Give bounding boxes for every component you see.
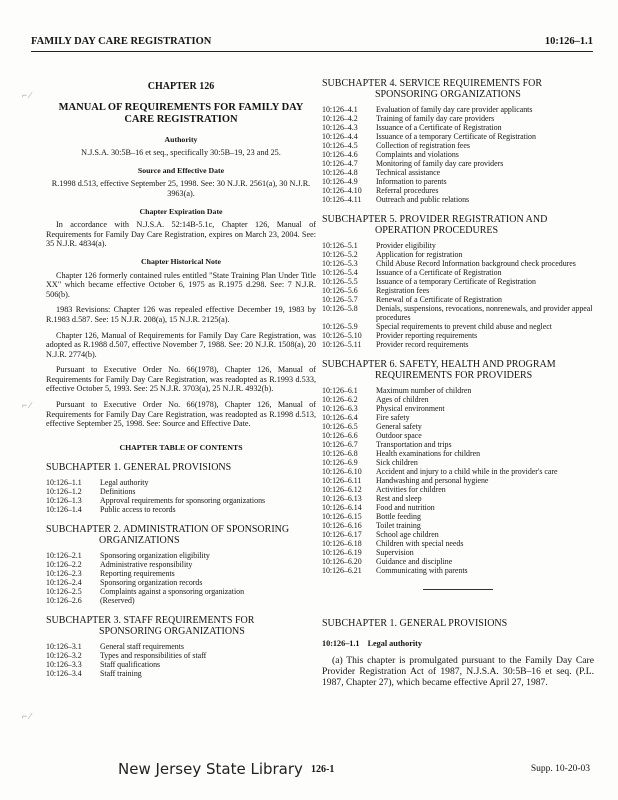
toc-row — [322, 413, 594, 422]
section-divider — [423, 589, 493, 590]
toc-row — [322, 431, 594, 440]
toc-section-title: Legal authority — [100, 478, 149, 488]
authority-text: N.J.S.A. 30:5B–16 et seq., specifically 30:5B–19, 23 and 25. — [81, 148, 281, 158]
toc-section-number: 10:126–2.3 — [46, 569, 82, 579]
toc-section-number: 10:126–4.10 — [322, 186, 362, 195]
toc-row — [46, 578, 316, 587]
toc-row — [322, 132, 594, 141]
source-text: R.1998 d.513, effective September 25, 1998. See: 30 N.J.R. 2561(a), 30 N.J.R. 3963(a). — [51, 179, 311, 198]
toc-table — [322, 105, 594, 204]
toc-row — [322, 404, 594, 413]
toc-section-title: Toilet training — [376, 521, 421, 530]
toc-section-title: Rest and sleep — [376, 494, 422, 503]
toc-row — [322, 268, 594, 277]
toc-row — [46, 660, 316, 669]
toc-row — [46, 596, 316, 605]
toc-section-number: 10:126–4.1 — [322, 105, 358, 114]
subchapter-3-title: SUBCHAPTER 3. STAFF REQUIREMENTS FOR SPONSORING ORGANIZATIONS — [46, 615, 255, 638]
section-heading — [322, 639, 594, 649]
toc-row — [322, 277, 594, 286]
toc-section-title: School age children — [376, 530, 439, 539]
toc-section-title: Technical assistance — [376, 168, 441, 177]
toc-section-number: 10:126–4.5 — [322, 141, 358, 150]
subchapter-1-title: SUBCHAPTER 1. GENERAL PROVISIONS — [46, 462, 232, 474]
toc-row — [46, 651, 316, 660]
toc-table — [46, 642, 316, 678]
toc-row — [46, 560, 316, 569]
toc-section-title: Registration fees — [376, 286, 430, 295]
toc-section-number: 10:126–6.6 — [322, 431, 358, 440]
toc-section-title: Bottle feeding — [376, 512, 421, 521]
toc-section-title: Types and responsibilities of staff — [100, 651, 207, 661]
toc-section-number: 10:126–5.2 — [322, 250, 358, 259]
toc-section-number: 10:126–6.8 — [322, 449, 358, 458]
toc-row — [46, 496, 316, 505]
toc-section-number: 10:126–3.1 — [46, 642, 82, 652]
toc-row — [46, 505, 316, 514]
toc-section-title: Issuance of a temporary Certificate of Registration — [376, 132, 536, 141]
toc-section-number: 10:126–6.12 — [322, 485, 362, 494]
history-paragraph: Chapter 126 formerly contained rules entitled "State Training Plan Under Title XX" which became effective October 6, 1975 as R.1975 d.298. See: 7 N.J.R. 506(b). — [46, 270, 316, 299]
toc-section-title: (Reserved) — [100, 596, 135, 606]
toc-section-title: Renewal of a Certificate of Registration — [376, 295, 502, 304]
toc-section-number: 10:126–6.20 — [322, 557, 362, 566]
margin-mark: ⌐ ∕ — [22, 711, 31, 721]
toc-row — [322, 286, 594, 295]
toc-section-title: Provider reporting requirements — [376, 331, 478, 340]
toc-section-title: Activities for children — [376, 485, 446, 494]
toc-row — [322, 340, 594, 349]
toc-section-title: Ages of children — [376, 395, 429, 404]
header-title: FAMILY DAY CARE REGISTRATION — [31, 36, 212, 47]
toc-section-title: Transportation and trips — [376, 440, 452, 449]
toc-row — [322, 295, 594, 304]
header-citation: 10:126–1.1 — [544, 36, 593, 47]
toc-row — [322, 449, 594, 458]
toc-section-title: Sponsoring organization eligibility — [100, 551, 210, 561]
toc-row — [46, 669, 316, 678]
subchapter-6-title: SUBCHAPTER 6. SAFETY, HEALTH AND PROGRAM REQUIREMENTS FOR PROVIDERS — [322, 359, 556, 381]
toc-section-number: 10:126–4.11 — [322, 195, 362, 204]
toc-section-title: Communicating with parents — [376, 566, 468, 575]
toc-section-number: 10:126–6.7 — [322, 440, 358, 449]
toc-section-title: Food and nutrition — [376, 503, 435, 512]
toc-section-title: Application for registration — [376, 250, 463, 259]
toc-section-number: 10:126–2.5 — [46, 587, 82, 597]
toc-row — [322, 530, 594, 539]
toc-section-number: 10:126–4.7 — [322, 159, 358, 168]
toc-section-number: 10:126–6.16 — [322, 521, 362, 530]
toc-section-number: 10:126–6.10 — [322, 467, 362, 476]
toc-section-title: Referral procedures — [376, 186, 439, 195]
toc-row — [322, 259, 594, 268]
toc-row — [322, 512, 594, 521]
toc-section-number: 10:126–4.6 — [322, 150, 358, 159]
history-paragraph: Chapter 126, Manual of Requirements for Family Day Care Registration, was adopted as R.1988 d.507, effective November 7, 1988. See: 20 N.J.R. 1508(a), 20 N.J.R. 2774(b). — [46, 330, 316, 359]
toc-section-number: 10:126–6.4 — [322, 413, 358, 422]
toc-row — [322, 159, 594, 168]
toc-section-title: Supervision — [376, 548, 414, 557]
toc-row — [322, 476, 594, 485]
toc-row — [46, 478, 316, 487]
toc-section-number: 10:126–5.4 — [322, 268, 358, 277]
toc-section-number: 10:126–6.18 — [322, 539, 362, 548]
toc-section-number: 10:126–5.10 — [322, 331, 362, 340]
toc-section-title: Information to parents — [376, 177, 447, 186]
header-rule — [31, 51, 593, 52]
toc-row — [322, 168, 594, 177]
toc-section-number: 10:126–6.17 — [322, 530, 362, 539]
toc-section-title: Children with special needs — [376, 539, 464, 548]
toc-section-title: Definitions — [100, 487, 136, 497]
toc-section-number: 10:126–6.2 — [322, 395, 358, 404]
expiration-heading: Chapter Expiration Date — [139, 206, 223, 216]
history-paragraph: Pursuant to Executive Order No. 66(1978), Chapter 126, Manual of Requirements for Family Day Care Registration, was readopted as R.1993 d.533, effective October 5, 1993. See: 25 N.J.R. 3703(a), 25 N.J.R. 4932(b). — [46, 365, 316, 394]
page-number: 126-1 — [311, 764, 335, 775]
toc-row — [322, 123, 594, 132]
toc-row — [322, 114, 594, 123]
toc-section-number: 10:126–2.6 — [46, 596, 82, 606]
toc-row — [322, 440, 594, 449]
toc-section-number: 10:126–3.4 — [46, 669, 82, 679]
toc-section-title: Outreach and public relations — [376, 195, 470, 204]
footer — [0, 760, 618, 780]
toc-row — [46, 487, 316, 496]
toc-section-number: 10:126–6.3 — [322, 404, 358, 413]
toc-row — [322, 241, 594, 250]
toc-section-number: 10:126–1.2 — [46, 487, 82, 497]
toc-section-number: 10:126–5.8 — [322, 304, 358, 313]
toc-section-title: Maximum number of children — [376, 386, 472, 395]
history-paragraph: Pursuant to Executive Order No. 66(1978), Chapter 126, Manual of Requirements for Family Day Care Registration, was readopted as R.1998 d.513, effective September 25, 1998. See: Source and Effective Date. — [46, 400, 316, 429]
toc-section-number: 10:126–3.2 — [46, 651, 82, 661]
toc-row — [322, 395, 594, 404]
toc-section-number: 10:126–5.7 — [322, 295, 358, 304]
toc-row — [322, 422, 594, 431]
toc-section-title: Physical environment — [376, 404, 445, 413]
toc-section-title: Staff training — [100, 669, 142, 679]
toc-table — [46, 551, 316, 605]
toc-row — [46, 551, 316, 560]
toc-row — [322, 195, 594, 204]
toc-section-number: 10:126–1.1 — [46, 478, 82, 488]
toc-row — [46, 587, 316, 596]
toc-section-title: Public access to records — [100, 505, 176, 515]
toc-section-title: Special requirements to prevent child abuse and neglect — [376, 322, 552, 331]
toc-section-title: Collection of registration fees — [376, 141, 471, 150]
toc-section-number: 10:126–5.6 — [322, 286, 358, 295]
toc-section-title: Training of family day care providers — [376, 114, 495, 123]
toc-section-number: 10:126–5.3 — [322, 259, 358, 268]
expiration-text: In accordance with N.J.S.A. 52:14B-5.1c, Chapter 126, Manual of Requirements for Family Day Care Registration, expires on March 23, 2004. See: 35 N.J.R. 4834(a). — [46, 220, 316, 249]
toc-row — [322, 186, 594, 195]
section-number: 10:126–1.1 — [322, 639, 360, 648]
toc-row — [322, 105, 594, 114]
toc-section-number: 10:126–5.11 — [322, 340, 362, 349]
toc-section-title: Child Abuse Record Information background check procedures — [376, 259, 576, 268]
toc-section-number: 10:126–4.8 — [322, 168, 358, 177]
toc-section-number: 10:126–4.2 — [322, 114, 358, 123]
toc-section-number: 10:126–2.2 — [46, 560, 82, 570]
toc-row — [322, 548, 594, 557]
toc-section-number: 10:126–6.1 — [322, 386, 358, 395]
source-heading: Source and Effective Date — [137, 165, 225, 175]
toc-section-title: Accident and injury to a child while in the provider's care — [376, 467, 558, 476]
history-paragraph: 1983 Revisions: Chapter 126 was repealed effective December 19, 1983 by R.1983 d.587. See: 15 N.J.R. 208(a), 15 N.J.R. 2125(a). — [46, 305, 316, 324]
toc-section-title: Monitoring of family day care providers — [376, 159, 504, 168]
toc-section-title: General staff requirements — [100, 642, 184, 652]
toc-section-number: 10:126–6.19 — [322, 548, 362, 557]
toc-section-number: 10:126–1.4 — [46, 505, 82, 515]
toc-section-title: Approval requirements for sponsoring organizations — [100, 496, 266, 506]
toc-section-title: Staff qualifications — [100, 660, 161, 670]
toc-section-title: Complaints against a sponsoring organization — [100, 587, 245, 597]
toc-row — [322, 503, 594, 512]
toc-row — [322, 304, 594, 322]
toc-section-title: Sick children — [376, 458, 418, 467]
toc-row — [322, 150, 594, 159]
toc-table — [322, 386, 594, 575]
toc-section-number: 10:126–6.15 — [322, 512, 362, 521]
toc-section-number: 10:126–6.21 — [322, 566, 362, 575]
toc-table — [322, 241, 594, 349]
toc-section-title: Guidance and discipline — [376, 557, 453, 566]
toc-section-number: 10:126–6.9 — [322, 458, 358, 467]
toc-row — [322, 494, 594, 503]
toc-row — [322, 250, 594, 259]
margin-mark: ⌐ ∕ — [22, 400, 31, 410]
toc-section-number: 10:126–1.3 — [46, 496, 82, 506]
body-subchapter-title: SUBCHAPTER 1. GENERAL PROVISIONS — [322, 618, 508, 629]
chapter-title: MANUAL OF REQUIREMENTS FOR FAMILY DAY CARE REGISTRATION — [58, 101, 304, 125]
toc-section-title: Fire safety — [376, 413, 410, 422]
left-column — [46, 78, 316, 678]
toc-section-title: Provider eligibility — [376, 241, 436, 250]
toc-section-title: Issuance of a temporary Certificate of Registration — [376, 277, 536, 286]
toc-row — [46, 569, 316, 578]
toc-row — [322, 386, 594, 395]
chapter-number: CHAPTER 126 — [147, 81, 215, 92]
toc-section-title: Sponsoring organization records — [100, 578, 203, 588]
authority-heading: Authority — [164, 134, 198, 144]
toc-row — [322, 458, 594, 467]
toc-section-title: Complaints and violations — [376, 150, 459, 159]
toc-section-number: 10:126–4.4 — [322, 132, 358, 141]
toc-section-number: 10:126–5.1 — [322, 241, 358, 250]
toc-row — [322, 521, 594, 530]
toc-section-number: 10:126–5.5 — [322, 277, 358, 286]
toc-section-title: Denials, suspensions, revocations, nonrenewals, and provider appeal procedures — [376, 304, 593, 322]
subchapter-2-title: SUBCHAPTER 2. ADMINISTRATION OF SPONSORING ORGANIZATIONS — [46, 524, 290, 547]
margin-mark: ⌐ ∕ — [22, 90, 31, 100]
toc-section-number: 10:126–3.3 — [46, 660, 82, 670]
toc-row — [322, 322, 594, 331]
toc-section-title: Reporting requirements — [100, 569, 175, 579]
toc-section-title: Evaluation of family day care provider applicants — [376, 105, 533, 114]
subchapter-4-title: SUBCHAPTER 4. SERVICE REQUIREMENTS FOR SPONSORING ORGANIZATIONS — [322, 78, 543, 100]
toc-row — [322, 467, 594, 476]
toc-row — [322, 141, 594, 150]
toc-row — [322, 177, 594, 186]
toc-section-title: Provider record requirements — [376, 340, 469, 349]
toc-row — [322, 485, 594, 494]
toc-section-title: Issuance of a Certificate of Registration — [376, 268, 502, 277]
toc-section-number: 10:126–2.1 — [46, 551, 82, 561]
toc-section-number: 10:126–4.3 — [322, 123, 358, 132]
library-stamp: New Jersey State Library — [118, 760, 303, 778]
toc-section-title: General safety — [376, 422, 422, 431]
toc-section-number: 10:126–4.9 — [322, 177, 358, 186]
toc-row — [322, 557, 594, 566]
toc-section-number: 10:126–5.9 — [322, 322, 358, 331]
section-title: Legal authority — [367, 639, 422, 648]
toc-table — [46, 478, 316, 514]
section-body: (a) This chapter is promulgated pursuant to the Family Day Care Provider Registration Act of 1987, N.J.S.A. 30:5B–16 et seq. (P.L. 1987, Chapter 27), which became effective April 27, 1987. — [322, 654, 594, 688]
toc-section-number: 10:126–6.13 — [322, 494, 362, 503]
toc-row — [322, 539, 594, 548]
supplement-date: Supp. 10-20-03 — [530, 764, 590, 774]
subchapter-5-title: SUBCHAPTER 5. PROVIDER REGISTRATION AND OPERATION PROCEDURES — [322, 214, 548, 236]
toc-row — [46, 642, 316, 651]
toc-row — [322, 566, 594, 575]
running-header — [31, 36, 593, 50]
toc-section-title: Handwashing and personal hygiene — [376, 476, 489, 485]
toc-section-number: 10:126–6.14 — [322, 503, 362, 512]
toc-section-title: Health examinations for children — [376, 449, 481, 458]
right-column — [322, 78, 594, 694]
toc-section-title: Issuance of a Certificate of Registration — [376, 123, 502, 132]
toc-section-title: Administrative responsibility — [100, 560, 193, 570]
history-heading: Chapter Historical Note — [141, 256, 221, 266]
toc-section-number: 10:126–2.4 — [46, 578, 82, 588]
toc-row — [322, 331, 594, 340]
toc-section-number: 10:126–6.11 — [322, 476, 362, 485]
toc-heading: CHAPTER TABLE OF CONTENTS — [119, 442, 243, 452]
toc-section-title: Outdoor space — [376, 431, 422, 440]
toc-section-number: 10:126–6.5 — [322, 422, 358, 431]
